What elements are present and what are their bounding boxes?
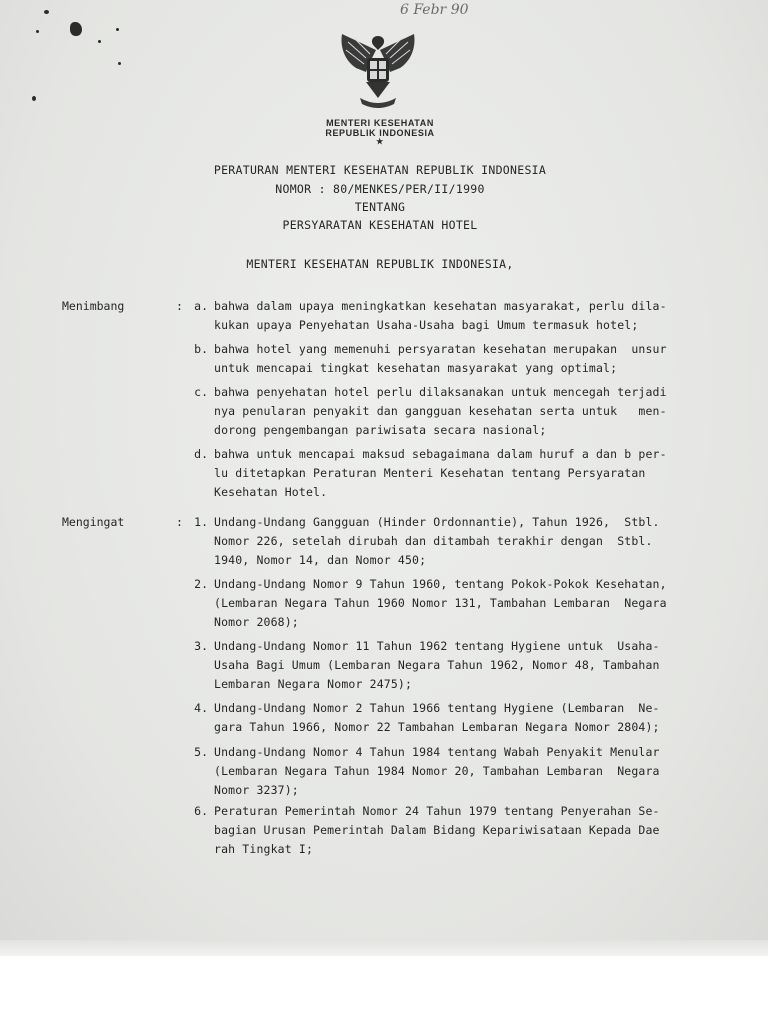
clause-line: Usaha Bagi Umum (Lembaran Negara Tahun 1962, Nomor 48, Tambahan — [214, 658, 660, 672]
clause-line: bahwa untuk mencapai maksud sebagaimana dalam huruf a dan b per- — [214, 447, 667, 461]
section-label-menimbang: Menimbang — [62, 299, 125, 313]
regulation-about: TENTANG — [354, 200, 406, 214]
regulation-title: PERATURAN MENTERI KESEHATAN REPUBLIK INDONESIA — [213, 163, 547, 177]
clause-line: 1940, Nomor 14, dan Nomor 450; — [214, 553, 427, 567]
section-colon: : — [176, 299, 183, 313]
clause-line: Undang-Undang Nomor 9 Tahun 1960, tentang Pokok-Pokok Kesehatan, — [214, 577, 667, 591]
clause-line: Undang-Undang Nomor 4 Tahun 1984 tentang Wabah Penyakit Menular — [214, 745, 660, 759]
clause-line: Undang-Undang Nomor 2 Tahun 1966 tentang Hygiene (Lembaran Ne- — [214, 701, 660, 715]
ministry-title: MENTERI KESEHATAN — [326, 118, 434, 128]
clause-line: Lembaran Negara Nomor 2475); — [214, 677, 413, 691]
list-marker: a. — [194, 299, 208, 313]
list-marker: 6. — [194, 804, 208, 818]
list-marker: 5. — [194, 745, 208, 759]
section-colon: : — [176, 515, 183, 529]
page-bottom-edge — [0, 940, 768, 956]
scan-speck — [32, 96, 36, 101]
ministry-country: REPUBLIK INDONESIA — [325, 128, 435, 138]
section-label-mengingat: Mengingat — [62, 515, 125, 529]
clause-line: bahwa penyehatan hotel perlu dilaksanakan untuk mencegah terjadi — [214, 385, 667, 399]
clause-line: rah Tingkat I; — [214, 842, 314, 856]
clause-line: lu ditetapkan Peraturan Menteri Kesehatan tentang Persyaratan — [214, 466, 646, 480]
star-icon: ★ — [376, 137, 384, 146]
clause-line: (Lembaran Negara Tahun 1960 Nomor 131, Tambahan Lembaran Negara — [214, 596, 667, 610]
clause-line: Undang-Undang Nomor 11 Tahun 1962 tentang Hygiene untuk Usaha- — [214, 639, 660, 653]
list-marker: 1. — [194, 515, 208, 529]
scan-speck — [70, 22, 82, 36]
clause-line: dorong pengembangan pariwisata secara nasional; — [214, 423, 547, 437]
clause-line: kukan upaya Penyehatan Usaha-Usaha bagi Umum termasuk hotel; — [214, 318, 639, 332]
regulation-number: NOMOR : 80/MENKES/PER/II/1990 — [275, 182, 485, 196]
handwritten-date-note: 6 Febr 90 — [400, 2, 469, 18]
scan-speck — [44, 10, 49, 14]
clause-line: untuk mencapai tingkat kesehatan masyarakat yang optimal; — [214, 361, 618, 375]
clause-line: Nomor 2068); — [214, 615, 299, 629]
clause-line: Undang-Undang Gangguan (Hinder Ordonnantie), Tahun 1926, Stbl. — [214, 515, 660, 529]
list-marker: 2. — [194, 577, 208, 591]
regulation-subject: PERSYARATAN KESEHATAN HOTEL — [282, 218, 478, 232]
clause-line: Nomor 226, setelah dirubah dan ditambah terakhir dengan Stbl. — [214, 534, 653, 548]
list-marker: b. — [194, 342, 208, 356]
clause-line: nya penularan penyakit dan gangguan kesehatan serta untuk men- — [214, 404, 667, 418]
clause-line: (Lembaran Negara Tahun 1984 Nomor 20, Tambahan Lembaran Negara — [214, 764, 660, 778]
clause-line: bahwa dalam upaya meningkatkan kesehatan masyarakat, perlu dila- — [214, 299, 667, 313]
clause-line: Nomor 3237); — [214, 783, 299, 797]
list-marker: 4. — [194, 701, 208, 715]
list-marker: 3. — [194, 639, 208, 653]
scan-speck — [98, 40, 101, 43]
clause-line: bahwa hotel yang memenuhi persyaratan kesehatan merupakan unsur — [214, 342, 667, 356]
clause-line: Kesehatan Hotel. — [214, 485, 328, 499]
scan-speck — [118, 62, 121, 65]
clause-line: bagian Urusan Pemerintah Dalam Bidang Kepariwisataan Kepada Dae — [214, 823, 660, 837]
list-marker: d. — [194, 447, 208, 461]
list-marker: c. — [194, 385, 208, 399]
regulation-issuer: MENTERI KESEHATAN REPUBLIK INDONESIA, — [246, 257, 514, 271]
scan-speck — [116, 28, 119, 31]
garuda-emblem-icon — [336, 28, 420, 112]
scan-speck — [36, 30, 39, 33]
clause-line: Peraturan Pemerintah Nomor 24 Tahun 1979 tentang Penyerahan Se- — [214, 804, 660, 818]
clause-line: gara Tahun 1966, Nomor 22 Tambahan Lembaran Negara Nomor 2804); — [214, 720, 660, 734]
